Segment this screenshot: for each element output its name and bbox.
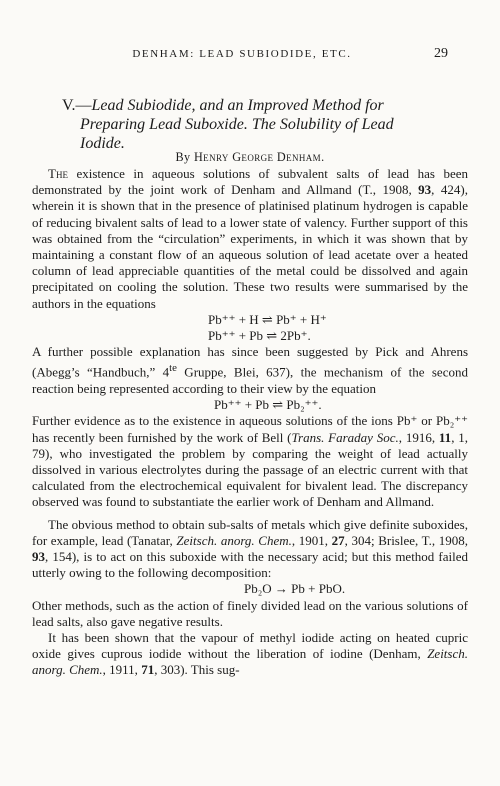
page-number: 29 bbox=[434, 46, 448, 61]
paragraph-4 bbox=[32, 517, 468, 582]
paragraph-5: Other methods, such as the action of finely divided lead on the various solutions of lead salts, also gave negative results. bbox=[32, 597, 468, 629]
equation-1: Pb⁺⁺ + H ⇌ Pb⁺ + H⁺ bbox=[208, 311, 327, 327]
author-line bbox=[0, 150, 500, 165]
paragraph-2-text-2: Gruppe, Blei, 637), the mechanism of the second reaction being represented according to their view by the equation bbox=[32, 364, 468, 396]
paragraph-3-text-3: , 1, 79), who investigated the problem by comparing the weight of lead actually dissolved in various electrolytes during the passage of an electric current with that calculated from the electrochemical equivalent for bivalent lead. The discrepancy observed was found to substantiate the earlier work of Denham and Allmand. bbox=[32, 429, 468, 510]
author-by: By bbox=[175, 150, 191, 164]
title-line-1 bbox=[62, 96, 452, 115]
superscript: te bbox=[169, 362, 177, 375]
title-numeral: V.— bbox=[62, 97, 92, 114]
paragraph-2 bbox=[32, 344, 468, 397]
paragraph-6 bbox=[32, 630, 468, 679]
journal-name: Zeitsch. anorg. Chem. bbox=[32, 646, 468, 678]
paragraph-4-text-2: , 1901, bbox=[291, 532, 332, 548]
paragraph-6-text-3: , 303). This sug- bbox=[154, 662, 240, 678]
paragraph-6-text-2: , 1911, bbox=[102, 662, 142, 678]
volume-number: 11 bbox=[438, 429, 452, 445]
equation-2: Pb⁺⁺ + Pb ⇌ 2Pb⁺. bbox=[208, 328, 311, 344]
paragraph-3 bbox=[32, 413, 468, 510]
author-name: Henry George Denham. bbox=[193, 150, 325, 164]
paragraph-1-start: The bbox=[48, 166, 68, 181]
volume-number: 93 bbox=[418, 182, 432, 198]
paragraph-3-text-2: , 1916, bbox=[398, 429, 439, 445]
article-body bbox=[32, 166, 468, 679]
equation-3: Pb⁺⁺ + Pb ⇌ Pb₂⁺⁺. bbox=[214, 397, 322, 413]
journal-name: Trans. Faraday Soc. bbox=[291, 429, 399, 445]
paragraph-6-text: It has been shown that the vapour of methyl iodide acting on heated cupric oxide gives cuprous iodide without the liberation of iodine (Denham, bbox=[32, 630, 468, 662]
article-title bbox=[62, 96, 452, 153]
paragraph-2-text: A further possible explanation has since been suggested by Pick and Ahrens (Abegg’s “Handbuch,” 4 bbox=[32, 344, 468, 380]
paragraph-4-text-3: , 304; Brislee, T., 1908, bbox=[344, 532, 468, 548]
paragraph-4-text-4: , 154), is to act on this suboxide with the necessary acid; but this method failed utterly owing to the following decomposition: bbox=[32, 549, 468, 581]
paragraph-1-text-2: , 424), wherein it is shown that in the presence of platinised platinum hydrogen is capable of reducing bivalent salts of lead to a lower state of valency. Further support of this was obtained from the “circulation” experiments, in which it was shown that by maintaining a constant flow of an aqueous solution of lead acetate over a heated column of lead appreciable quantities of the metal could be dissolved and again precipitated on cooling the solution. These two results were summarised by the authors in the equations bbox=[32, 182, 468, 311]
running-title: DENHAM: LEAD SUBIODIDE, ETC. bbox=[132, 48, 352, 60]
paragraph-1 bbox=[32, 166, 468, 312]
volume-number: 93 bbox=[32, 549, 45, 564]
title-line-2: Preparing Lead Suboxide. The Solubility of Lead bbox=[80, 116, 394, 133]
running-head bbox=[64, 46, 448, 62]
volume-number: 71 bbox=[141, 662, 155, 678]
paragraph-1-text: existence in aqueous solutions of subvalent salts of lead has been demonstrated by the joint work of Denham and Allmand (T., 1908, bbox=[32, 166, 468, 198]
title-text-1: Lead Subiodide, and an Improved Method for bbox=[91, 97, 384, 114]
paragraph-4-text: The obvious method to obtain sub-salts of metals which give definite suboxides, for example, lead (Tanatar, bbox=[32, 516, 468, 548]
journal-name: Zeitsch. anorg. Chem. bbox=[176, 532, 292, 548]
volume-number: 27 bbox=[331, 532, 345, 548]
title-line-3: Iodide. bbox=[80, 135, 125, 152]
paragraph-3-text: Further evidence as to the existence in aqueous solutions of the ions Pb⁺ or Pb₂⁺⁺ has recently been furnished by the work of Bell ( bbox=[32, 413, 468, 445]
equation-4: Pb₂O → Pb + PbO. bbox=[244, 581, 346, 597]
